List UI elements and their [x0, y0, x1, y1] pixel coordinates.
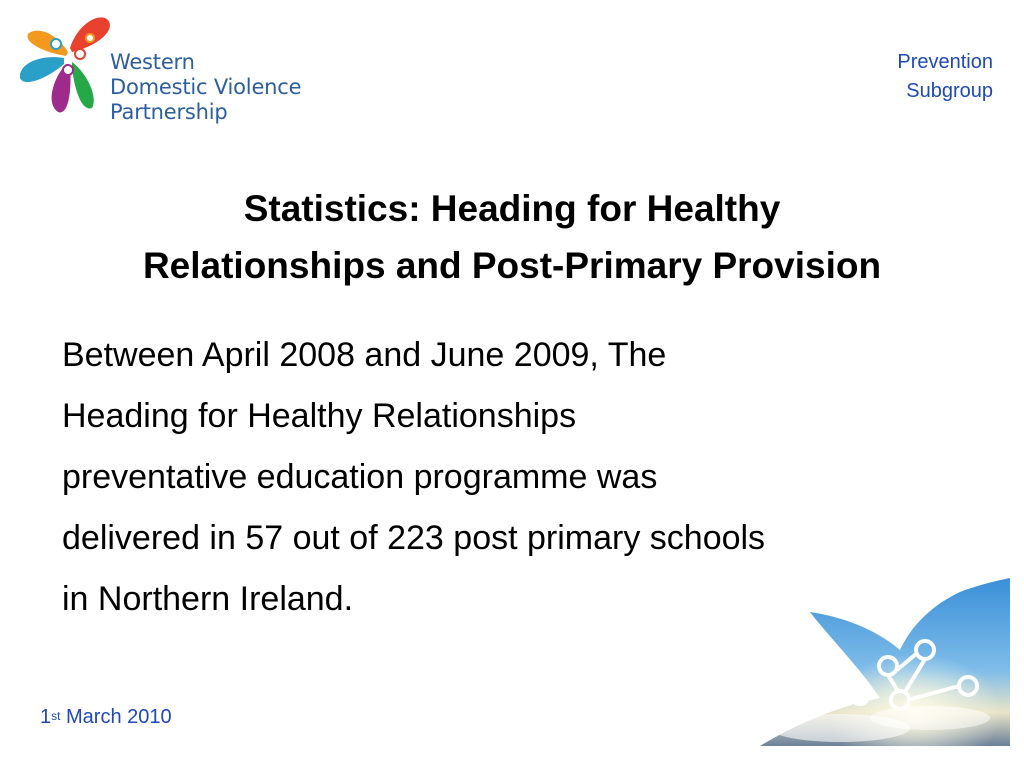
subgroup-label — [897, 48, 993, 106]
body-line-2: Heading for Healthy Relationships — [62, 397, 577, 435]
subgroup-label-line-1: Prevention — [897, 51, 993, 73]
logo-line-western: Western — [110, 50, 195, 74]
subgroup-label-line-2: Subgroup — [906, 80, 993, 102]
sky-puzzle-image — [760, 578, 1010, 746]
body-line-5: in Northern Ireland. — [62, 580, 354, 618]
slide-date — [40, 703, 172, 731]
body-line-4: delivered in 57 out of 223 post primary schools — [62, 519, 766, 557]
slide-title — [40, 180, 984, 294]
slide-title-line-1: Statistics: Heading for Healthy — [243, 188, 781, 229]
body-line-1: Between April 2008 and June 2009, The — [62, 336, 667, 374]
date-day: 1 — [40, 706, 52, 728]
slide-title-line-2: Relationships and Post-Primary Provision — [142, 245, 882, 286]
date-rest: March 2010 — [60, 706, 172, 728]
body-line-3: preventative education programme was — [62, 458, 658, 496]
partnership-logo — [8, 8, 308, 130]
partnership-logo-mark-icon — [8, 8, 120, 118]
logo-line-domestic-violence: Domestic Violence — [110, 75, 302, 99]
date-suffix: st — [51, 709, 61, 723]
logo-line-partnership: Partnership — [110, 100, 228, 124]
logo-wordmark — [110, 50, 301, 125]
